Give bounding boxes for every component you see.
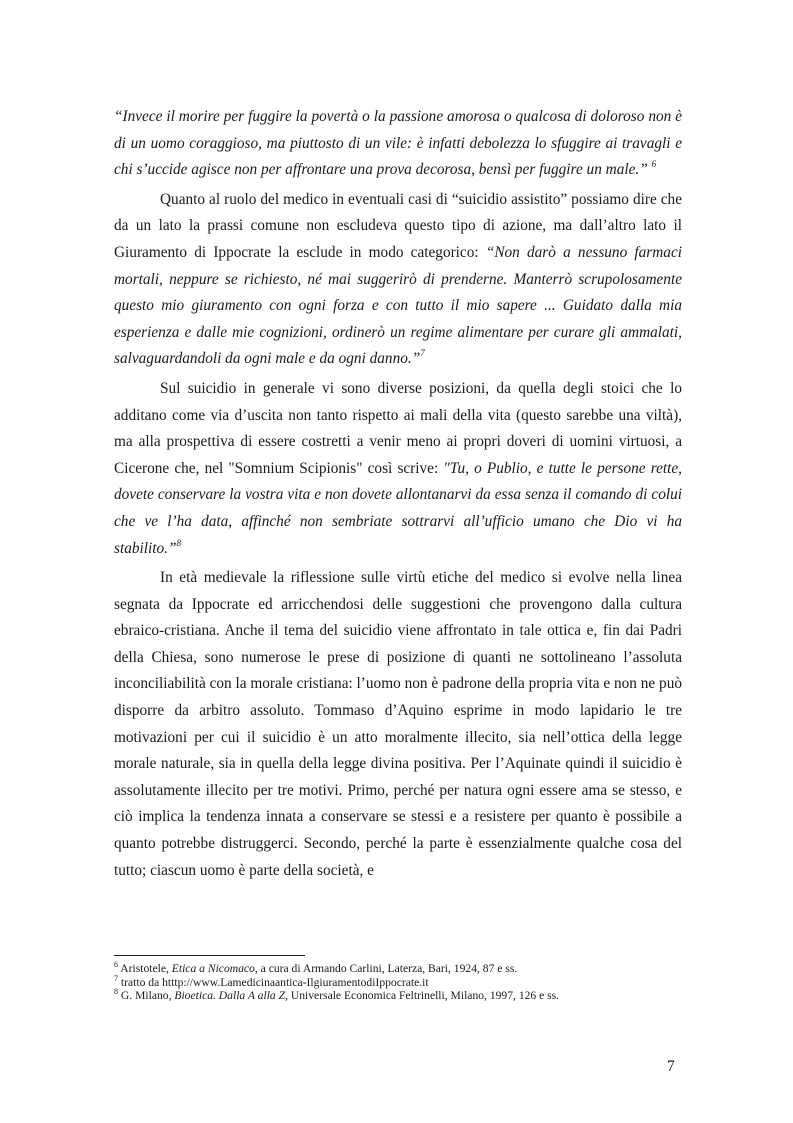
paragraph-stoici-cicerone — [114, 376, 682, 562]
footnote-8 — [114, 989, 682, 1003]
footnote-6-after: , a cura di Armando Carlini, Laterza, Bari, 1924, 87 e ss. — [254, 962, 518, 975]
footnote-7 — [114, 973, 682, 990]
quote-aristotle — [114, 104, 682, 184]
page-body — [114, 104, 682, 884]
footnote-6 — [114, 962, 682, 976]
footnote-ref-7[interactable]: 7 — [420, 348, 425, 359]
paragraph-stoici-cicerone-text: Sul suicidio in generale vi sono diverse posizioni, da quella degli stoici che lo additano come via d’uscita non tanto rispetto ai mali della vita (questo sarebbe una viltà), ma alla prospettiva di essere costretti a venir meno ai propri doveri di uomini virtuosi, a Cicerone che, nel "Somnium Scipionis" così scrive: — [114, 379, 682, 477]
footnote-divider — [114, 955, 305, 956]
footnotes — [114, 962, 682, 1003]
footnote-8-after: , Universale Economica Feltrinelli, Milano, 1997, 126 e ss. — [285, 989, 560, 1003]
footnote-6-number: 6 — [114, 960, 118, 969]
quote-cicerone: "Tu, o Publio, e tutte le persone rette, dovete conservare la vostra vita e non dovete allontanarvi da essa senza il comando di colui che ve l’ha data, affinché non sembriate sottrarvi all’ufficio umano che Dio vi ha stabilito.” — [114, 459, 682, 557]
footnote-6-before: Aristotele, — [120, 962, 172, 975]
footnote-7-number: 7 — [114, 973, 118, 983]
footnote-ref-8[interactable]: 8 — [176, 537, 181, 548]
paragraph-suicidio-assistito — [114, 187, 682, 373]
page-number: 7 — [667, 1058, 675, 1075]
footnote-ref-6[interactable]: 6 — [651, 159, 657, 170]
footnote-8-number: 8 — [114, 987, 118, 997]
footnote-8-before: G. Milano, — [120, 989, 175, 1003]
paragraph-eta-medievale: In età medievale la riflessione sulle virtù etiche del medico si evolve nella linea segnata da Ippocrate ed arricchendosi delle suggestioni che provengono dalla cultura ebraico-cristiana. Anche il tema del suicidio viene affrontato in tale ottica e, fin dai Padri della Chiesa, sono numerose le prese di posizione di quanti ne sottolineano l’assoluta inconciliabilità con la morale cristiana: l’uomo non è padrone della propria vita e non ne può disporre da arbitro assoluto. Tommaso d’Aquino esprime in modo lapidario le tre motivazioni per cui il suicidio è un atto moralmente illecito, sia nell’ottica della legge morale naturale, sia in quella della legge divina positiva. Per l’Aquinate quindi il suicidio è assolutamente illecito per tre motivi. Primo, perché per natura ogni essere ama se stesso, e ciò implica la tendenza innata a conservare se stessi e a resistere per quanto è possibile a quanto potrebbe distruggerci. Secondo, perché la parte è essenzialmente qualche cosa del tutto; ciascun uomo è parte della società, e — [114, 569, 682, 879]
footnote-6-title: Etica a Nicomaco — [171, 962, 255, 975]
quote-aristotle-text: “Invece il morire per fuggire la povertà o la passione amorosa o qualcosa di doloroso non è di un uomo coraggioso, ma piuttosto di un vile: è infatti debolezza lo sfuggire ai travagli e chi s’uccide agisce non per affrontare una prova decorosa, bensì per fuggire un male.” — [114, 108, 682, 179]
quote-ippocrate: “Non darò a nessuno farmaci mortali, neppure se richiesto, né mai suggerirò di prenderne. Manterrò scrupolosamente questo mio giuramento con ogni forza e con tutto il mio sapere ... Guidato dalla mia esperienza e dalle mie cognizioni, ordinerò un regime alimentare per curare gli ammalati, salvaguardandoli da ogni male e da ogni danno.” — [114, 243, 682, 368]
footnote-7-text[interactable]: tratto da htttp://www.Lamedicinaantica-IlgiuramentodiIppocrate.it — [120, 975, 429, 989]
footnote-8-title: Bioetica. Dalla A alla Z — [174, 989, 286, 1003]
paragraph-suicidio-assistito-text: Quanto al ruolo del medico in eventuali casi di “suicidio assistito” possiamo dire che da un lato la prassi comune non escludeva questo tipo di azione, ma dall’altro lato il Giuramento di Ippocrate la esclude in modo categorico: — [114, 190, 682, 261]
